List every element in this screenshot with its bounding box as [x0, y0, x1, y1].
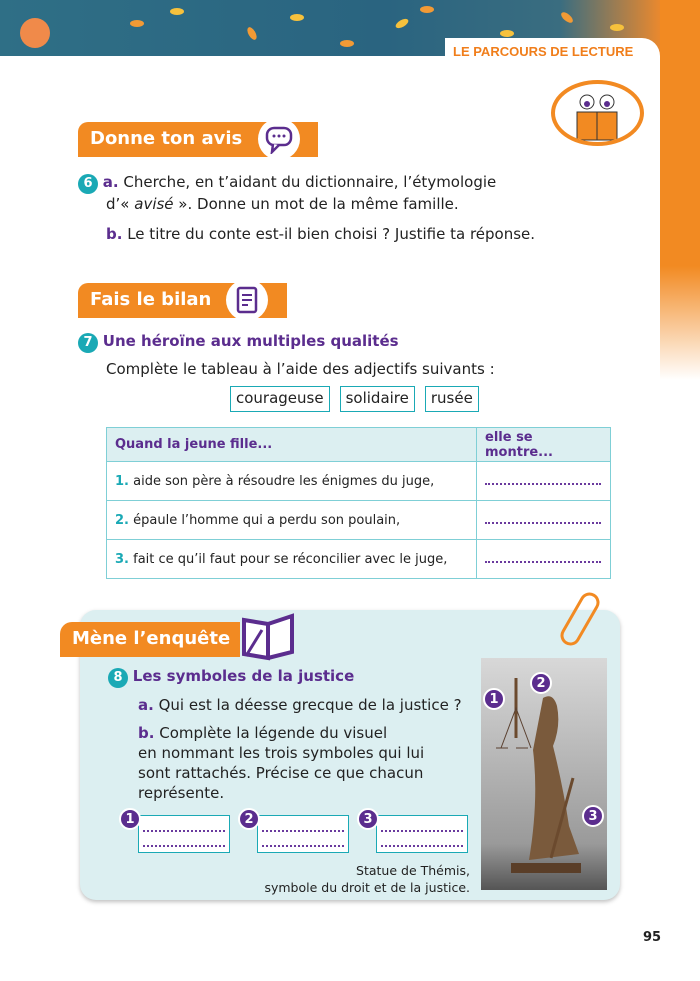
answer-box-2[interactable] [257, 815, 349, 853]
row-number: 1. [115, 473, 129, 489]
question-text: d’« [106, 195, 135, 213]
section-tab: LE PARCOURS DE LECTURE [445, 38, 660, 68]
table-row [107, 462, 611, 501]
table-row [107, 501, 611, 540]
question-text: en nommant les trois symboles qui lui [138, 744, 425, 762]
checklist-icon [226, 279, 268, 321]
question-text: Le titre du conte est-il bien choisi ? Justifie ta réponse. [127, 225, 536, 243]
marker-1: 1 [119, 808, 141, 830]
question-number: 6 [78, 174, 98, 194]
question-text: Complète la légende du visuel [159, 724, 388, 742]
item-label: a. [102, 173, 119, 191]
side-stripe [660, 0, 700, 380]
statue-marker-2: 2 [530, 672, 552, 694]
section-title: Fais le bilan [90, 289, 212, 310]
table-row [107, 540, 611, 579]
word-chip: rusée [425, 386, 479, 412]
question-text: sont rattachés. Précise ce que chacun [138, 764, 424, 782]
statue-marker-1: 1 [483, 688, 505, 710]
column-header: Quand la jeune fille... [107, 428, 477, 462]
section-title: Mène l’enquête [72, 628, 231, 649]
question-number: 7 [78, 333, 98, 353]
question-subtitle: Une héroïne aux multiples qualités [102, 332, 399, 350]
statue-marker-3: 3 [582, 805, 604, 827]
question-8-body [138, 695, 478, 803]
question-text: représente. [138, 784, 225, 802]
item-label: b. [138, 724, 155, 742]
question-subtitle: Les symboles de la justice [132, 667, 355, 685]
emphasis-word: avisé [134, 195, 174, 213]
page-number: 95 [643, 930, 662, 945]
marker-2: 2 [238, 808, 260, 830]
word-chip: courageuse [230, 386, 330, 412]
section-header-donne-ton-avis [78, 122, 318, 157]
answer-box-3[interactable] [376, 815, 468, 853]
row-text: épaule l’homme qui a perdu son poulain, [133, 512, 401, 528]
open-book-icon [240, 610, 300, 666]
question-number: 8 [108, 668, 128, 688]
qualities-table [106, 427, 611, 579]
legend-answer-boxes [138, 815, 468, 853]
column-header: elle se montre... [477, 428, 611, 462]
caption-line: Statue de Thémis, [356, 863, 470, 878]
row-number: 3. [115, 551, 129, 567]
item-label: a. [138, 696, 154, 714]
row-text: fait ce qu’il faut pour se réconcilier avec le juge, [133, 551, 448, 567]
question-text: ». Donne un mot de la même famille. [173, 195, 459, 213]
reading-icon [551, 80, 644, 146]
row-number: 2. [115, 512, 129, 528]
section-title: Donne ton avis [90, 128, 243, 149]
row-text: aide son père à résoudre les énigmes du juge, [133, 473, 435, 489]
question-text: Qui est la déesse grecque de la justice ? [158, 696, 462, 714]
caption-line: symbole du droit et de la justice. [264, 880, 470, 895]
answer-field[interactable] [485, 522, 601, 524]
answer-field[interactable] [485, 483, 601, 485]
item-label: b. [106, 225, 123, 243]
question-6 [78, 172, 578, 244]
word-chip: solidaire [340, 386, 415, 412]
speech-bubble-icon [258, 118, 300, 160]
section-header-mene-enquete [60, 622, 240, 657]
image-caption [250, 862, 470, 896]
question-7-title [78, 331, 399, 353]
instruction-text: Complète le tableau à l’aide des adjectifs suivants : [106, 360, 495, 378]
answer-field[interactable] [485, 561, 601, 563]
section-header-fais-le-bilan [78, 283, 287, 318]
answer-box-1[interactable] [138, 815, 230, 853]
word-list [230, 386, 479, 412]
question-8-title [108, 666, 354, 688]
question-text: Cherche, en t’aidant du dictionnaire, l’étymologie [123, 173, 497, 191]
marker-3: 3 [357, 808, 379, 830]
